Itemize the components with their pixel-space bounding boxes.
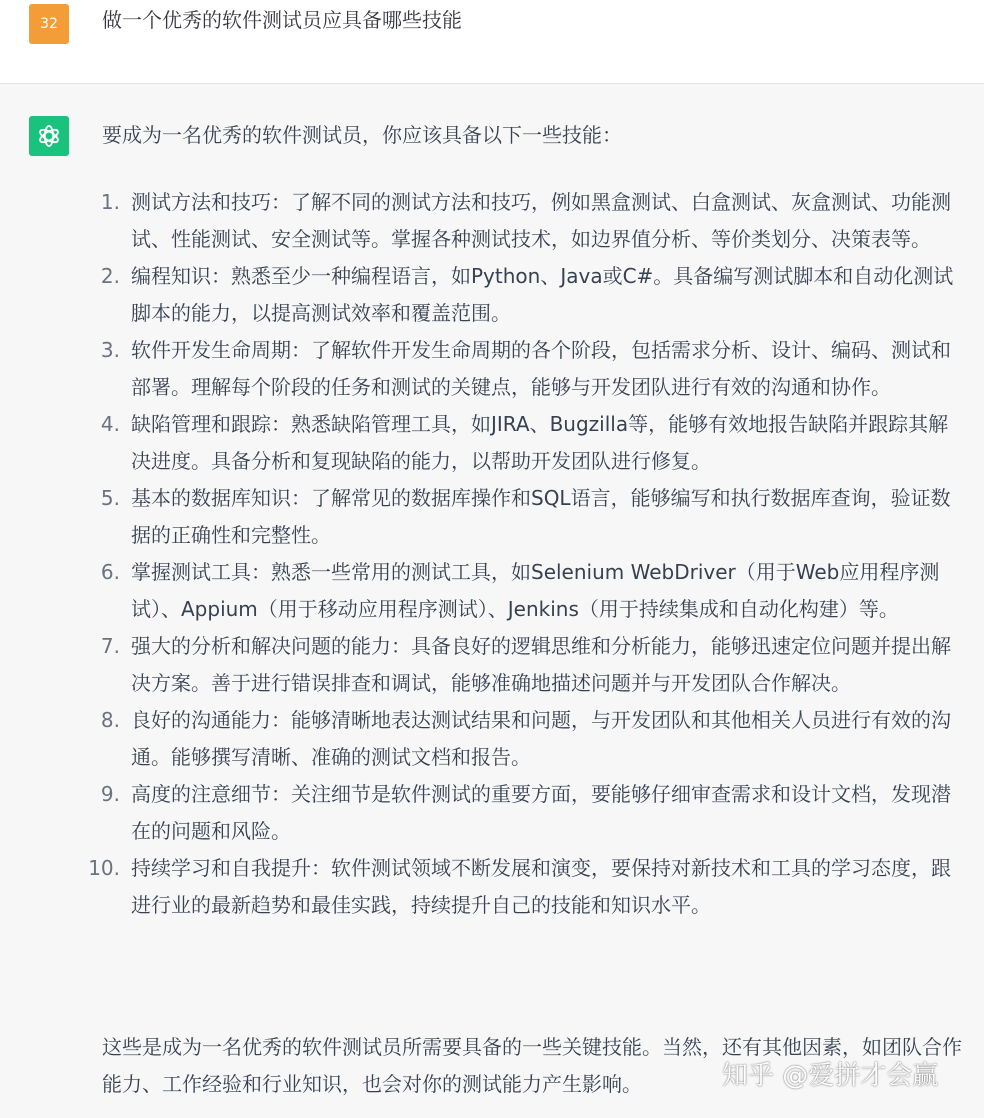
skill-list-item [0,480,984,554]
assistant-message [0,84,984,1118]
skill-text: 软件开发生命周期：了解软件开发生命周期的各个阶段，包括需求分析、设计、编码、测试和部署。理解每个阶段的任务和测试的关键点，能够与开发团队进行有效的沟通和协作。 [131,338,951,399]
user-question-text: 做一个优秀的软件测试员应具备哪些技能 [102,8,462,32]
skill-text: 基本的数据库知识：了解常见的数据库操作和SQL语言，能够编写和执行数据库查询，验证数据的正确性和完整性。 [131,486,951,547]
skill-list-item [0,850,984,924]
skill-text: 缺陷管理和跟踪：熟悉缺陷管理工具，如JIRA、Bugzilla等，能够有效地报告缺陷并跟踪其解决进度。具备分析和复现缺陷的能力，以帮助开发团队进行修复。 [131,412,949,473]
skill-text: 掌握测试工具：熟悉一些常用的测试工具，如Selenium WebDriver（用于Web应用程序测试）、Appium（用于移动应用程序测试）、Jenkins（用于持续集成和自动化构建）等。 [131,560,940,621]
skill-text: 良好的沟通能力：能够清晰地表达测试结果和问题，与开发团队和其他相关人员进行有效的沟通。能够撰写清晰、准确的测试文档和报告。 [131,708,951,769]
skill-text: 编程知识：熟悉至少一种编程语言，如Python、Java或C#。具备编写测试脚本和自动化测试脚本的能力，以提高测试效率和覆盖范围。 [131,264,954,325]
openai-logo-icon [36,123,62,149]
skill-number: 5. [100,486,120,510]
skill-text: 强大的分析和解决问题的能力：具备良好的逻辑思维和分析能力，能够迅速定位问题并提出解决方案。善于进行错误排查和调试，能够准确地描述问题并与开发团队合作解决。 [131,634,951,695]
user-message [0,0,984,84]
skill-number: 9. [100,782,120,806]
skill-number: 8. [100,708,120,732]
skill-list-item [0,702,984,776]
skill-number: 6. [100,560,120,584]
user-avatar: 32 [29,4,69,44]
skill-text: 测试方法和技巧：了解不同的测试方法和技巧，例如黑盒测试、白盒测试、灰盒测试、功能测试、性能测试、安全测试等。掌握各种测试技术，如边界值分析、等价类划分、决策表等。 [131,190,951,251]
assistant-avatar [29,116,69,156]
skill-list-item [0,258,984,332]
answer-intro: 要成为一名优秀的软件测试员，你应该具备以下一些技能： [102,123,622,147]
skill-list-item [0,628,984,702]
skill-number: 10. [88,856,120,880]
skill-number: 3. [100,338,120,362]
skill-number: 2. [100,264,120,288]
skill-text: 持续学习和自我提升：软件测试领域不断发展和演变，要保持对新技术和工具的学习态度，跟进行业的最新趋势和最佳实践，持续提升自己的技能和知识水平。 [131,856,951,917]
skill-number: 1. [100,190,120,214]
zhihu-watermark: 知乎 @爱拼才会赢 [722,1061,939,1091]
skill-list-item [0,776,984,850]
skill-number: 7. [100,634,120,658]
skill-list-item [0,406,984,480]
skill-list-item [0,332,984,406]
skill-list-item [0,554,984,628]
answer-outro: 这些是成为一名优秀的软件测试员所需要具备的一些关键技能。当然，还有其他因素，如团队合作能力、工作经验和行业知识，也会对你的测试能力产生影响。 [102,1035,962,1096]
skill-number: 4. [100,412,120,436]
skill-list-item [0,184,984,258]
skill-text: 高度的注意细节：关注细节是软件测试的重要方面，要能够仔细审查需求和设计文档，发现潜在的问题和风险。 [131,782,951,843]
skill-list [0,184,984,924]
